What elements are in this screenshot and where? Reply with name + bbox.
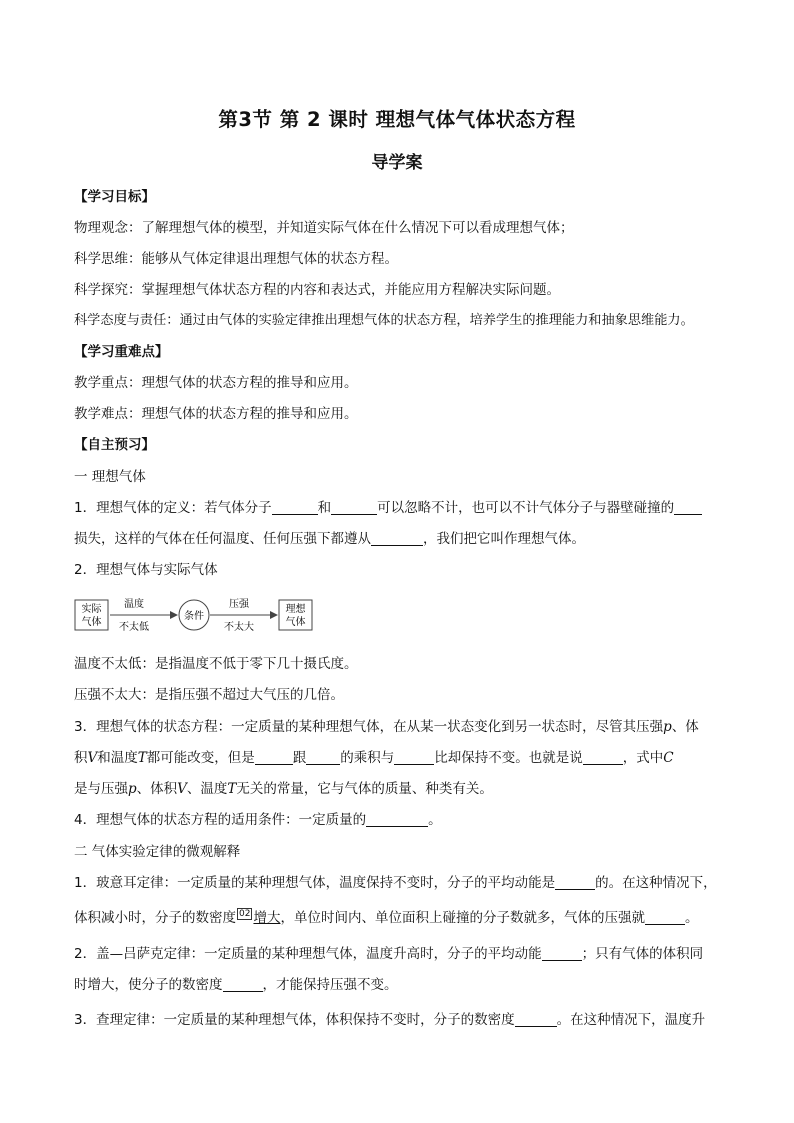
question-1-line-2: 损失，这样的气体在任何温度、任何压强下都遵从 ，我们把它叫作理想气体。 xyxy=(74,531,585,547)
answer-mark: 02 xyxy=(239,909,251,919)
law2-line-2: 时增大，使分子的数密度 ，才能保持压强不变。 xyxy=(74,977,398,993)
answer-blank[interactable] xyxy=(515,1012,557,1027)
pressure-note: 压强不太大：是指压强不超过大气压的几倍。 xyxy=(74,687,344,703)
answer-blank[interactable] xyxy=(394,750,434,765)
preview-heading: 【自主预习】 xyxy=(74,437,155,453)
question-3-line-3: 是与压强p、体积V、温度T无关的常量，它与气体的质量、种类有关。 xyxy=(74,781,493,797)
answer-blank[interactable] xyxy=(555,875,595,890)
question-3-line-2: 积V和温度T都可能改变，但是 跟 的乘积与 比却保持不变。也就是说 ，式中C xyxy=(74,750,674,766)
answer-blank[interactable] xyxy=(331,500,377,515)
answer-blank[interactable] xyxy=(255,750,293,765)
goal-item: 科学探究：掌握理想气体状态方程的内容和表达式，并能应用方程解决实际问题。 xyxy=(74,282,560,298)
answer-blank[interactable] xyxy=(223,977,263,992)
law3-line-1: 3．查理定律：一定质量的某种理想气体，体积保持不变时，分子的数密度 。在这种情况下，温度升 xyxy=(74,1012,706,1028)
answer-blank[interactable] xyxy=(366,812,428,827)
question-3-line-1: 3．理想气体的状态方程：一定质量的某种理想气体，在从某一状态变化到另一状态时，尽管其压强p、体 xyxy=(74,719,699,735)
law2-line-1: 2．盖—吕萨克定律：一定质量的某种理想气体，温度升高时，分子的平均动能 ；只有气体的体积同 xyxy=(74,946,704,962)
goal-item: 科学态度与责任：通过由气体的实验定律推出理想气体的状态方程，培养学生的推理能力和抽象思维能力。 xyxy=(74,313,694,328)
real-gas-label: 实际 xyxy=(81,604,102,615)
keypoint-item: 教学难点：理想气体的状态方程的推导和应用。 xyxy=(74,406,358,422)
goal-item: 科学思维：能够从气体定律退出理想气体的状态方程。 xyxy=(74,251,398,267)
keypoints-heading: 【学习重难点】 xyxy=(74,344,169,360)
question-1-line-1: 1．理想气体的定义：若气体分子 和 可以忽略不计，也可以不计气体分子与器壁碰撞的 xyxy=(74,499,702,517)
arrow2-top-label: 压强 xyxy=(229,599,249,610)
ideal-gas-label: 理想 xyxy=(285,604,306,615)
answer-blank[interactable] xyxy=(272,500,318,515)
arrow1-bottom-label: 不太低 xyxy=(119,622,149,633)
question-2-title: 2．理想气体与实际气体 xyxy=(74,562,218,578)
arrow-head xyxy=(270,611,278,619)
law1-line-1: 1．玻意耳定律：一定质量的某种理想气体，温度保持不变时，分子的平均动能是 的。在这种情况下， xyxy=(74,875,717,891)
goal-item: 物理观念：了解理想气体的模型，并知道实际气体在什么情况下可以看成理想气体； xyxy=(74,220,574,236)
answer-blank[interactable] xyxy=(371,531,423,546)
keypoint-item: 教学重点：理想气体的状态方程的推导和应用。 xyxy=(74,375,358,391)
arrow-head xyxy=(170,611,178,619)
ideal-gas-condition-diagram xyxy=(74,594,314,636)
real-gas-label: 气体 xyxy=(81,617,102,628)
goals-heading: 【学习目标】 xyxy=(74,189,155,205)
temperature-note: 温度不太低：是指温度不低于零下几十摄氏度。 xyxy=(74,656,358,672)
document-title: 第3节 第 2 课时 理想气体气体状态方程 xyxy=(218,108,576,131)
ideal-gas-label: 气体 xyxy=(285,617,306,628)
condition-label: 条件 xyxy=(184,611,204,622)
arrow2-bottom-label: 不太大 xyxy=(224,622,254,633)
question-4: 4．理想气体的状态方程的适用条件：一定质量的 。 xyxy=(74,812,442,828)
arrow1-top-label: 温度 xyxy=(124,599,144,610)
part2-title: 二 气体实验定律的微观解释 xyxy=(74,844,241,860)
part1-title: 一 理想气体 xyxy=(74,469,146,485)
answer-text: 增大 xyxy=(253,910,281,926)
answer-blank[interactable] xyxy=(583,750,623,765)
answer-blank[interactable] xyxy=(306,750,340,765)
document-subtitle: 导学案 xyxy=(371,153,423,173)
answer-blank[interactable] xyxy=(542,946,582,961)
law1-line-2: 体积减小时，分子的数密度 02 增大，单位时间内、单位面积上碰撞的分子数就多，气体的压强就 。 xyxy=(74,909,699,926)
answer-blank[interactable] xyxy=(674,500,702,515)
answer-blank[interactable] xyxy=(645,910,685,925)
